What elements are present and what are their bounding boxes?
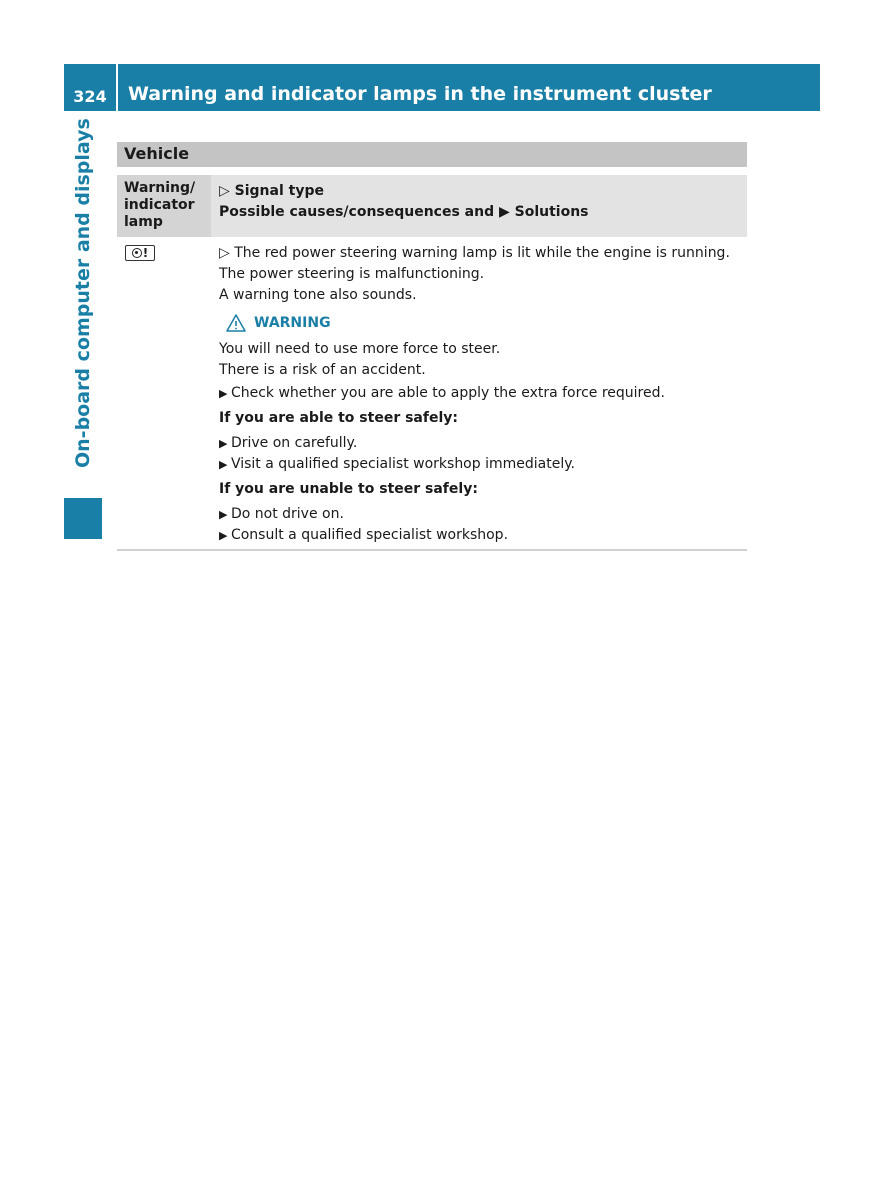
able-heading: If you are able to steer safely: (219, 410, 458, 426)
column-header-lamp-line: indicator (124, 197, 195, 213)
list-item: ▶ Do not drive on. (219, 504, 739, 525)
side-section-label (64, 118, 102, 490)
tone-text: A warning tone also sounds. (219, 287, 417, 303)
list-item: ▶ Consult a qualified specialist workshop. (219, 525, 739, 546)
warning-label: WARNING (254, 314, 331, 331)
column-header-lamp-line: Warning/ (124, 180, 196, 196)
side-section-text: On-board computer and displays (72, 118, 94, 468)
power-steering-warning-icon (125, 245, 155, 261)
side-tab-marker (64, 498, 102, 539)
table-row-content (219, 243, 739, 546)
steering-wheel-icon (132, 248, 142, 258)
column-header-lamp (117, 175, 211, 237)
warning-triangle-icon (226, 314, 246, 332)
check-instruction: ▶ Check whether you are able to apply the extra force required. (219, 383, 739, 404)
warning-heading (226, 312, 739, 334)
cause-text: The power steering is malfunctioning. (219, 266, 485, 282)
page-title: Warning and indicator lamps in the instrument cluster (128, 83, 712, 105)
page-number: 324 (73, 87, 107, 106)
column-header-signal (219, 181, 589, 223)
column-header-lamp-line: lamp (124, 214, 163, 230)
signal-description: ▷ The red power steering warning lamp is lit while the engine is running. (219, 245, 730, 261)
column-header-signal-type: ▷ Signal type (219, 183, 324, 199)
warning-text: There is a risk of an accident. (219, 362, 426, 378)
exclamation-mark: ! (142, 246, 149, 260)
header-divider (116, 64, 118, 111)
list-item: ▶ Drive on carefully. (219, 433, 739, 454)
section-title: Vehicle (117, 142, 747, 167)
table-bottom-rule (117, 549, 747, 551)
list-item: ▶ Visit a qualified specialist workshop immediately. (219, 454, 739, 475)
column-header-solutions: Possible causes/consequences and ▶ Solutions (219, 204, 589, 220)
unable-heading: If you are unable to steer safely: (219, 481, 478, 497)
table-header (117, 175, 747, 237)
warning-text: You will need to use more force to steer. (219, 341, 501, 357)
